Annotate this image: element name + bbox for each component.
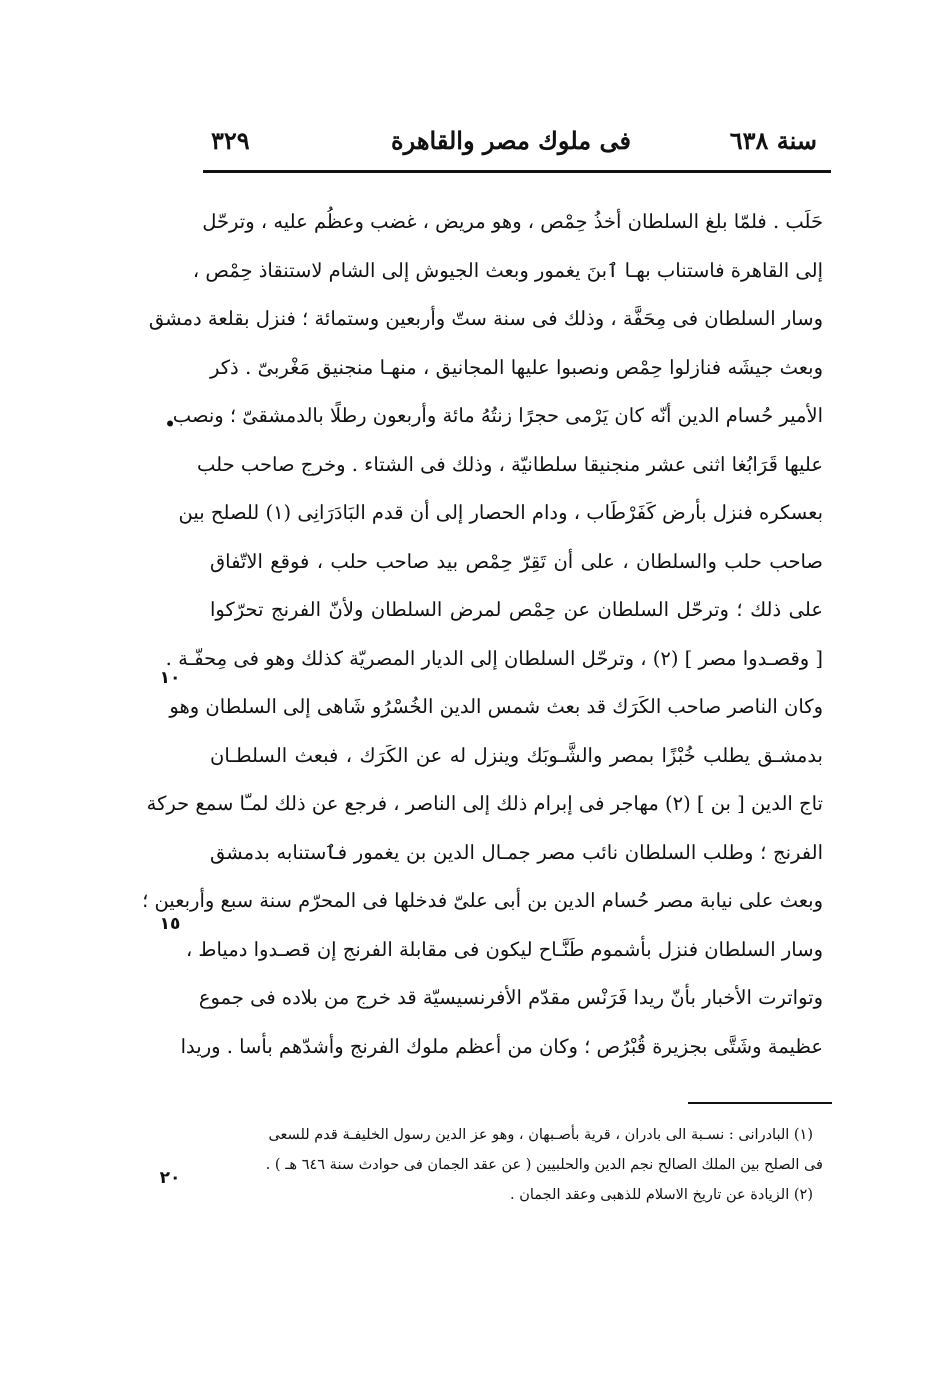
footnote-rule: [688, 1102, 832, 1104]
page-number: ٣٢٩: [211, 126, 250, 155]
header-rule: [203, 170, 831, 173]
footnote-line: فى الصلح بين الملك الصالح نجم الدين والحلبيين ( عن عقد الجمان فى حوادث سنة ٦٤٦ هـ ) .: [265, 1157, 823, 1173]
text-line: حَلَب . فلمّا بلغ السلطان أخذُ حِمْص ، وهو مريض ، غضب وعظُم عليه ، وترحّل: [202, 210, 823, 233]
header-year: سنة ٦٣٨: [729, 126, 817, 155]
footnote-line: (٢) الزيادة عن تاريخ الاسلام للذهبى وعقد الجمان .: [510, 1187, 813, 1203]
text-line: [ وقصـدوا مصر ] (٢) ، وترحّل السلطان إلى الديار المصريّة كذلك وهو فى مِحفّـة .: [165, 646, 823, 670]
running-header: [205, 120, 817, 164]
line-number-20: ٢٠: [159, 1168, 181, 1188]
text-line: تاج الدين [ بن ] (٢) مهاجر فى إبرام ذلك إلى الناصر ، فرجع عن ذلك لمـّا سمع حركة: [146, 792, 823, 815]
line-number-15: ١٥: [159, 914, 181, 934]
text-line: عظيمة وشَتَّى بجزيرة قُبْرُص ؛ وكان من أعظم ملوك الفرنج وأشدّهم بأسا . وريدا: [180, 1034, 823, 1058]
text-line: وبعث جيشَه فنازلوا حِمْص ونصبوا عليها المجانيق ، منهـا منجنيق مَغْربىّ . ذكر: [210, 355, 823, 379]
text-line: الأمير حُسام الدين أنّه كان يَرْمى حجرًا زنتُهُ مائة وأربعون رطلًا بالدمشقىّ ؛ ونصب: [172, 404, 823, 427]
text-line: بدمشـق يطلب خُبْزًا بمصر والشَّـوبَك وينزل له عن الكَرَك ، فبعث السلطـان: [210, 743, 823, 767]
text-line: وكان الناصر صاحب الكَرَك قد بعث شمس الدين الخُسْرُو شَاهى إلى السلطان وهو: [169, 695, 823, 718]
text-line: بعسكره فنزل بأرض كَفَرْطَاب ، ودام الحصار إلى أن قدم البَادَرَانِى (١) للصلح بين: [178, 501, 823, 524]
header-title: فى ملوك مصر والقاهرة: [391, 126, 631, 155]
text-line: وتواترت الأخبار بأنّ ريدا فَرَنْس مقدّم الأفرنسيسيّة قد خرج من بلاده فى جموع: [198, 986, 823, 1009]
text-line: وسار السلطان فى مِحَفَّة ، وذلك فى سنة ستّ وأربعين وستمائة ؛ فنزل بقلعة دمشق: [148, 307, 823, 330]
text-line: صاحب حلب والسلطان ، على أن تَقِرّ حِمْص بيد صاحب حلب ، فوقع الاتّفاق: [210, 549, 823, 573]
margin-bullet: •: [164, 415, 176, 435]
text-line: الفرنج ؛ وطلب السلطان نائب مصر جمـال الدين بن يغمور فٱستنابه بدمشق: [210, 840, 823, 864]
text-line: وبعث على نيابة مصر حُسام الدين بن أبى علىّ فدخلها فى المحرّم سنة سبع وأربعين ؛: [142, 889, 823, 912]
text-line: على ذلك ؛ وترحّل السلطان عن حِمْص لمرض السلطان ولأنّ الفرنج تحرّكوا: [210, 598, 823, 621]
text-line: وسار السلطان فنزل بأشموم طَنَّـاح ليكون فى مقابلة الفرنج إن قصـدوا دمياط ،: [185, 937, 823, 961]
footnote-line: (١) البادرانى : نسـبة الى بادران ، قرية بأصـبهان ، وهو عز الدين رسول الخليفـة قدم للسعى: [268, 1127, 813, 1143]
line-number-10: ١٠: [159, 668, 181, 688]
text-line: إلى القاهرة فاستناب بهـا ٱبنَ يغمور وبعث الجيوش إلى الشام لاستنقاذ حِمْص ،: [192, 258, 823, 282]
text-line: عليها قَرَابُغا اثنى عشر منجنيقا سلطانيّة ، وذلك فى الشتاء . وخرج صاحب حلب: [197, 452, 823, 476]
footnotes: [265, 1120, 823, 1210]
